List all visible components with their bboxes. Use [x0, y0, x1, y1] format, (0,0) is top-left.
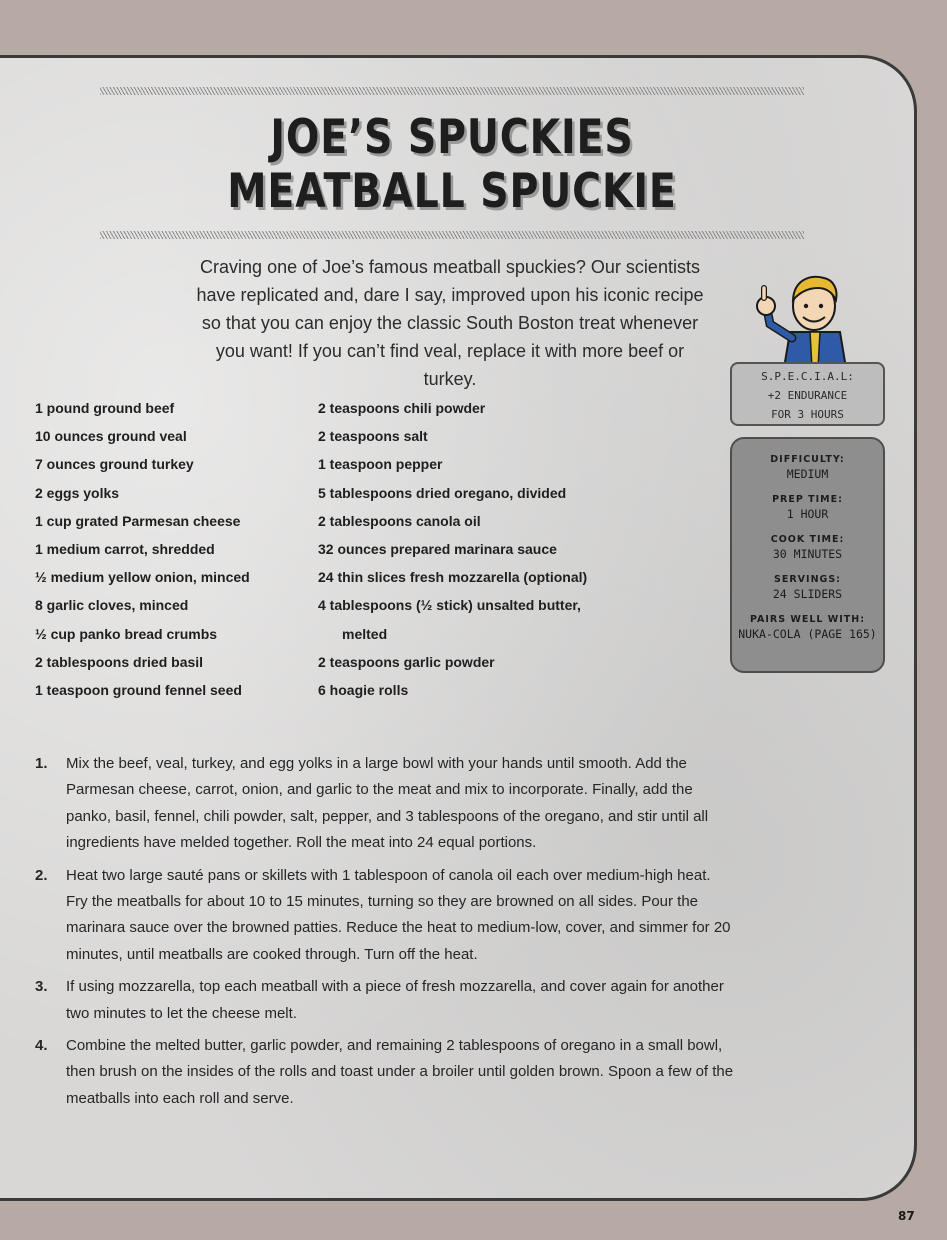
ingredient-item: 24 thin slices fresh mozzarella (optional) — [318, 569, 588, 586]
step-text: Mix the beef, veal, turkey, and egg yolks in a large bowl with your hands until smooth. Add the Parmesan cheese, carrot, onion, and garlic to the meat and mix to incorporate. Finally, add the panko, basil, fennel, chili powder, salt, pepper, and 3 tablespoons of the oregano, and stir until all ingredients have melded together. Roll the meat into 24 equal portions. — [66, 755, 709, 852]
instructions-list — [35, 751, 735, 1118]
ingredient-item: 5 tablespoons dried oregano, divided — [318, 484, 567, 501]
step-number: 3. — [35, 978, 48, 996]
instruction-step — [35, 863, 735, 969]
special-duration: FOR 3 HOURS — [771, 408, 844, 421]
ingredient-item: 2 teaspoons chili powder — [318, 400, 486, 416]
ingredients-right — [318, 394, 648, 704]
ingredient-item: ½ cup panko bread crumbs — [35, 625, 218, 642]
step-number: 4. — [35, 1037, 48, 1055]
special-box — [730, 362, 885, 426]
ingredient-item: 8 garlic cloves, minced — [35, 597, 189, 614]
ingredient-item: 1 medium carrot, shredded — [35, 541, 215, 558]
top-divider — [100, 87, 804, 95]
instruction-step — [35, 751, 735, 857]
ingredient-item: 32 ounces prepared marinara sauce — [318, 541, 557, 558]
ingredient-item: 2 eggs yolks — [35, 484, 120, 501]
ingredient-item: 7 ounces ground turkey — [35, 456, 194, 473]
ingredient-item: 2 teaspoons salt — [318, 428, 428, 445]
special-title: S.P.E.C.I.A.L: — [761, 370, 854, 383]
intro-paragraph: Craving one of Joe’s famous meatball spuckies? Our scientists have replicated and, dare I say, improved upon his iconic recipe so that you can enjoy the classic South Boston treat whenever you want! If you can’t find veal, replace it with more beef or turkey. — [196, 257, 704, 389]
page-number: 87 — [898, 1209, 915, 1223]
step-number: 2. — [35, 866, 48, 884]
ingredient-item: 6 hoagie rolls — [318, 682, 409, 699]
ingredient-item: 1 teaspoon ground fennel seed — [35, 682, 242, 699]
bottom-divider — [100, 231, 804, 239]
ingredient-item: 1 teaspoon pepper — [318, 456, 443, 473]
step-text: If using mozzarella, top each meatball with a piece of fresh mozzarella, and cover again for another two minutes to let the cheese melt. — [66, 978, 724, 1022]
cook-time-value: 30 MINUTES — [772, 547, 843, 561]
recipe-info-box — [730, 437, 885, 673]
step-text: Combine the melted butter, garlic powder, and remaining 2 tablespoons of oregano in a small bowl, then brush on the insides of the rolls and toast under a broiler until golden brown. Spoon a few of the meatballs into each roll and serve. — [66, 1037, 734, 1107]
cook-time-label: COOK TIME: — [770, 534, 845, 545]
prep-time-label: PREP TIME: — [772, 494, 843, 505]
vault-boy-thumbs-up-icon — [748, 262, 868, 368]
title-line-2: MEATBALL SPUCKIE — [227, 164, 677, 219]
ingredient-item: melted — [342, 625, 388, 642]
difficulty-value: MEDIUM — [786, 467, 829, 481]
ingredients-left — [35, 394, 305, 704]
ingredient-item: 10 ounces ground veal — [35, 428, 187, 445]
ingredient-item: 2 tablespoons dried basil — [35, 653, 204, 670]
ingredient-item: 2 tablespoons canola oil — [318, 512, 481, 529]
ingredient-item: 1 pound ground beef — [35, 400, 175, 416]
pairs-label: PAIRS WELL WITH: — [749, 614, 866, 625]
instruction-step — [35, 1033, 735, 1112]
title-line-1: JOE’S SPUCKIES — [270, 110, 634, 165]
pairs-value: NUKA-COLA (PAGE 165) — [738, 627, 877, 641]
prep-time-value: 1 HOUR — [786, 507, 829, 521]
instruction-step — [35, 974, 735, 1027]
special-bonus: +2 ENDURANCE — [767, 389, 848, 402]
servings-value: 24 SLIDERS — [772, 587, 843, 601]
ingredient-item: 1 cup grated Parmesan cheese — [35, 512, 241, 529]
servings-label: SERVINGS: — [774, 574, 841, 585]
step-text: Heat two large sauté pans or skillets with 1 tablespoon of canola oil each over medium-high heat. Fry the meatballs for about 10 to 15 minutes, turning so they are browned on all sides. Pour the marinara sauce over the browned patties. Reduce the heat to medium-low, cover, and simmer for 20 minutes, until meatballs are cooked through. Turn off the heat. — [66, 866, 731, 963]
step-number: 1. — [35, 755, 48, 772]
ingredient-item: 4 tablespoons (½ stick) unsalted butter, — [318, 597, 581, 614]
ingredient-item: ½ medium yellow onion, minced — [35, 569, 250, 586]
ingredient-item: 2 teaspoons garlic powder — [318, 653, 495, 670]
difficulty-label: DIFFICULTY: — [770, 454, 845, 465]
